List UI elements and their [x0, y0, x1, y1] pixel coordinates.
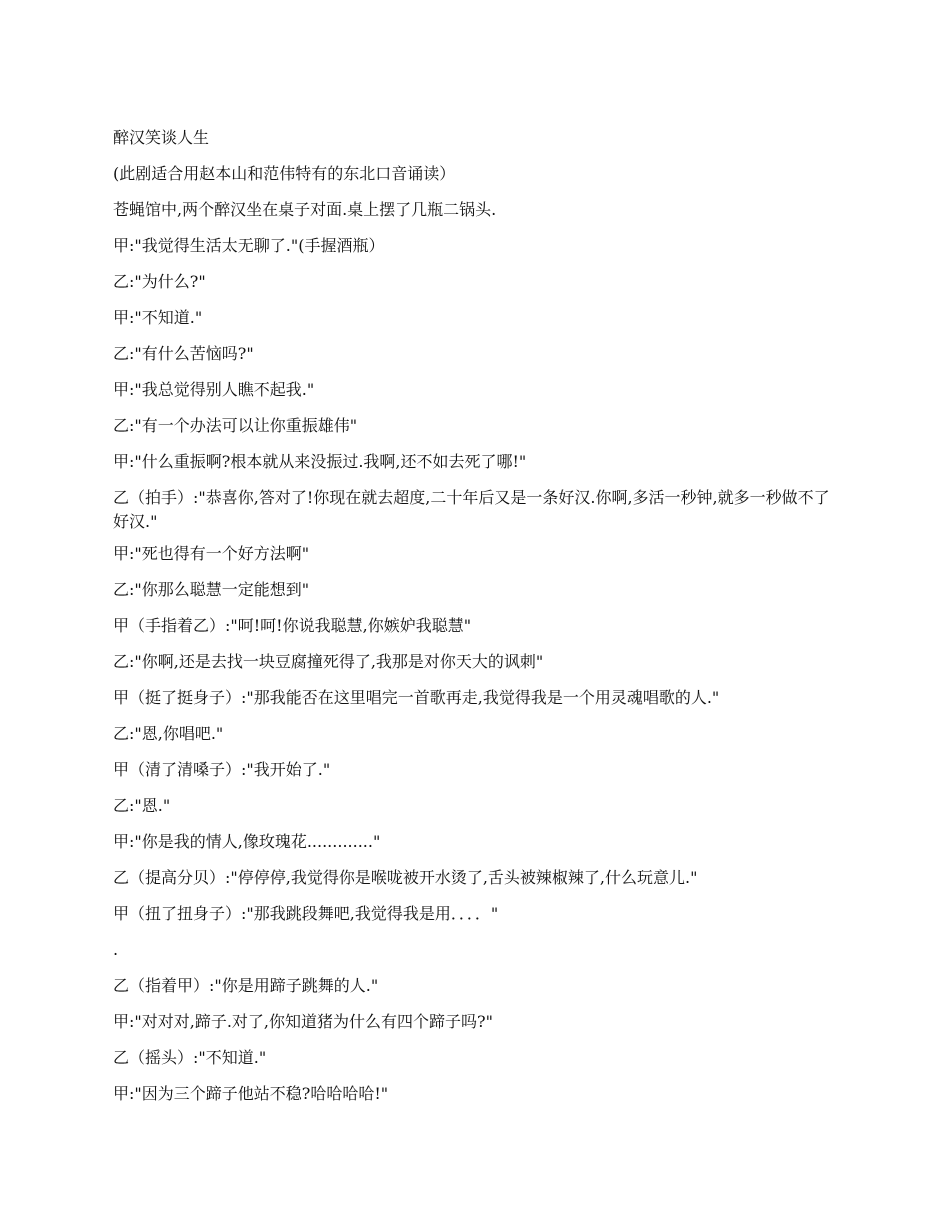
dialogue-line: 甲:"我总觉得别人瞧不起我."	[113, 380, 315, 399]
dialogue-line: 甲:"不知道."	[113, 308, 203, 327]
scene-description: 苍蝇馆中,两个醉汉坐在桌子对面.桌上摆了几瓶二锅头.	[113, 200, 497, 219]
dialogue-line: 乙:"有什么苦恼吗?"	[113, 344, 254, 363]
document-title: 醉汉笑谈人生	[113, 128, 210, 147]
dialogue-line: 乙:"有一个办法可以让你重振雄伟"	[113, 416, 358, 435]
stage-note: (此剧适合用赵本山和范伟特有的东北口音诵读）	[113, 164, 456, 183]
dialogue-line: 甲:"什么重振啊?根本就从来没振过.我啊,还不如去死了哪!"	[113, 452, 527, 471]
dialogue-line: 乙:"恩."	[113, 796, 171, 815]
dialogue-line: 甲:"对对对,蹄子.对了,你知道猪为什么有四个蹄子吗?"	[113, 1012, 493, 1031]
dialogue-line: 甲（清了清嗓子）:"我开始了."	[113, 760, 331, 779]
dialogue-line: 甲（挺了挺身子）:"那我能否在这里唱完一首歌再走,我觉得我是一个用灵魂唱歌的人."	[113, 688, 720, 707]
dialogue-line: 乙:"你啊,还是去找一块豆腐撞死得了,我那是对你天大的讽刺"	[113, 652, 544, 671]
document-body	[113, 124, 843, 1116]
dialogue-line: 甲（扭了扭身子）:"那我跳段舞吧,我觉得我是用．．．．"	[113, 904, 499, 923]
dialogue-line: 甲:"因为三个蹄子他站不稳?哈哈哈哈!"	[113, 1084, 389, 1103]
stray-period: .	[113, 940, 119, 959]
dialogue-line: 甲（手指着乙）:"呵!呵!你说我聪慧,你嫉妒我聪慧"	[113, 616, 472, 635]
dialogue-line: 乙:"恩,你唱吧."	[113, 724, 224, 743]
dialogue-line: 甲:"你是我的情人,像玫瑰花............."	[113, 832, 381, 851]
dialogue-line: 甲:"我觉得生活太无聊了."(手握酒瓶）	[113, 236, 385, 255]
dialogue-line: 乙（拍手）:"恭喜你,答对了!你现在就去超度,二十年后又是一条好汉.你啊,多活一秒钟,就多一秒做不了好汉."	[113, 488, 830, 531]
dialogue-line: 甲:"死也得有一个好方法啊"	[113, 544, 310, 563]
dialogue-line: 乙:"为什么?"	[113, 272, 206, 291]
dialogue-line: 乙（摇头）:"不知道."	[113, 1048, 267, 1067]
dialogue-line: 乙:"你那么聪慧一定能想到"	[113, 580, 310, 599]
dialogue-line: 乙（指着甲）:"你是用蹄子跳舞的人."	[113, 976, 379, 995]
dialogue-line: 乙（提高分贝）:"停停停,我觉得你是喉咙被开水烫了,舌头被辣椒辣了,什么玩意儿."	[113, 868, 698, 887]
